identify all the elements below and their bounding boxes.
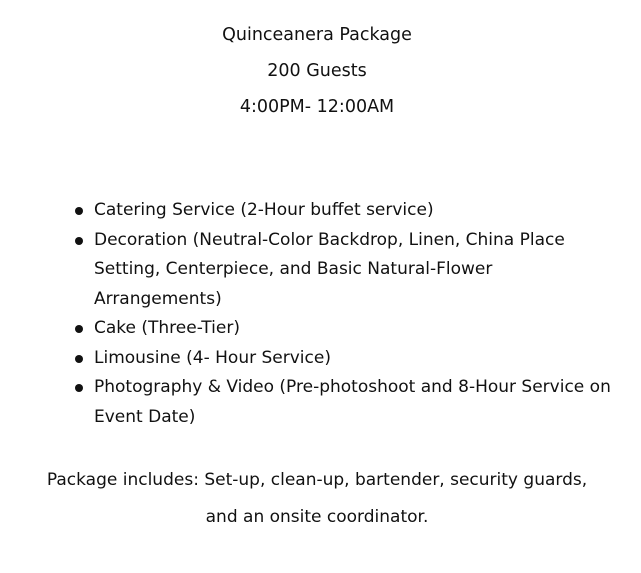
bullet-icon bbox=[75, 384, 83, 392]
package-header bbox=[0, 22, 634, 130]
list-item-text: Limousine (4- Hour Service) bbox=[94, 347, 331, 368]
list-item-text: Cake (Three-Tier) bbox=[94, 318, 240, 338]
package-title: Quinceanera Package bbox=[222, 25, 412, 45]
list-item-text: Decoration (Neutral-Color Backdrop, Linen, China Place Setting, Centerpiece, and Basic Natural-Flower Arrangements) bbox=[94, 229, 565, 309]
list-item-text: Catering Service (2-Hour buffet service) bbox=[94, 200, 434, 220]
list-item bbox=[72, 314, 612, 344]
list-item bbox=[72, 226, 612, 315]
bullet-icon bbox=[75, 325, 83, 333]
includes-line-1: Package includes: Set-up, clean-up, bartender, security guards, bbox=[46, 470, 588, 490]
list-item bbox=[72, 196, 612, 226]
includes-line-2: and an onsite coordinator. bbox=[205, 507, 429, 527]
list-item bbox=[72, 373, 612, 432]
event-time: 4:00PM- 12:00AM bbox=[239, 97, 395, 117]
list-item bbox=[72, 344, 612, 374]
list-item-text: Photography & Video (Pre-photoshoot and 8-Hour Service on Event Date) bbox=[94, 377, 611, 427]
bullet-icon bbox=[75, 207, 83, 215]
bullet-icon bbox=[75, 237, 83, 245]
package-items-list bbox=[72, 196, 612, 432]
package-includes-note bbox=[0, 462, 634, 536]
bullet-icon bbox=[75, 355, 83, 363]
guest-count: 200 Guests bbox=[267, 61, 367, 81]
